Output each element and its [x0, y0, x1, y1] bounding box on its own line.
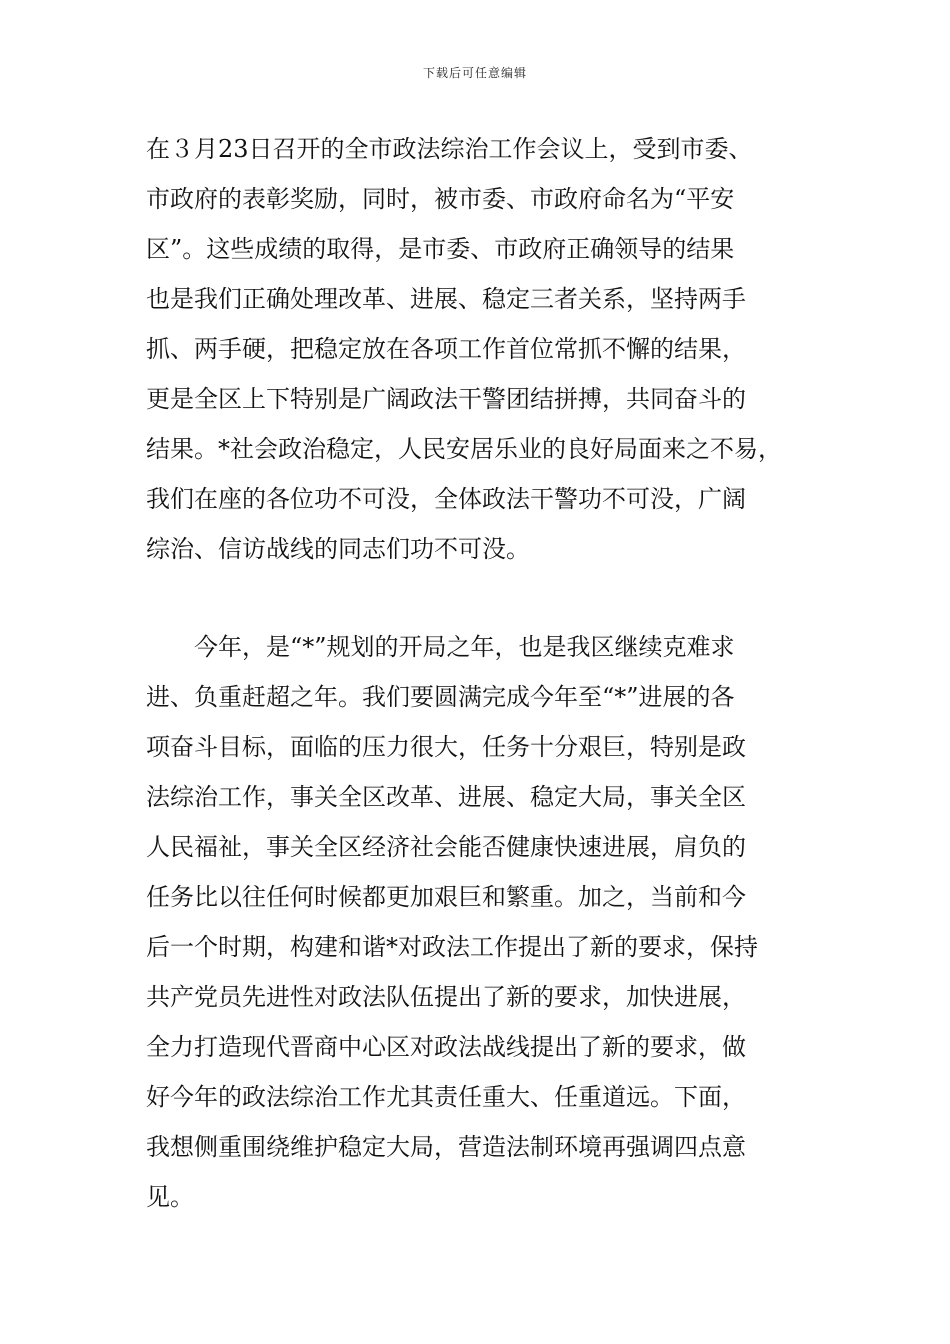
paragraph-line: 项奋斗目标，面临的压力很大，任务十分艰巨，特别是政 [146, 733, 746, 761]
paragraph-line: 结果。*社会政治稳定，人民安居乐业的良好局面来之不易， [146, 435, 782, 463]
paragraph-line: 今年，是“*”规划的开局之年，也是我区继续克难求 [194, 633, 735, 661]
paragraph-line: 抓、两手硬，把稳定放在各项工作首位常抓不懈的结果， [146, 335, 746, 363]
paragraph-line: 进、负重赶超之年。我们要圆满完成今年至“*”进展的各 [146, 683, 735, 711]
paragraph-line: 综治、信访战线的同志们功不可没。 [146, 535, 530, 563]
paragraph-line: 在３月23日召开的全市政法综治工作会议上，受到市委、 [146, 135, 753, 163]
paragraph-1 [146, 124, 836, 574]
paragraph-line: 任务比以往任何时候都更加艰巨和繁重。加之，当前和今 [146, 883, 746, 911]
paragraph-line: 后一个时期，构建和谐*对政法工作提出了新的要求，保持 [146, 933, 758, 961]
paragraph-line: 全力打造现代晋商中心区对政法战线提出了新的要求，做 [146, 1033, 746, 1061]
paragraph-line: 也是我们正确处理改革、进展、稳定三者关系，坚持两手 [146, 285, 746, 313]
paragraph-line: 好今年的政法综治工作尤其责任重大、任重道远。下面， [146, 1083, 746, 1111]
page-header-note: 下载后可任意编辑 [422, 66, 527, 80]
paragraph-line: 我想侧重围绕维护稳定大局，营造法制环境再强调四点意 [146, 1133, 746, 1161]
paragraph-line: 见。 [146, 1183, 194, 1211]
paragraph-line: 更是全区上下特别是广阔政法干警团结拼搏，共同奋斗的 [146, 385, 746, 413]
paragraph-line: 我们在座的各位功不可没，全体政法干警功不可没，广阔 [146, 485, 746, 513]
paragraph-line: 共产党员先进性对政法队伍提出了新的要求，加快进展， [146, 983, 746, 1011]
paragraph-line: 人民福祉，事关全区经济社会能否健康快速进展，肩负的 [146, 833, 746, 861]
paragraph-line: 区”。这些成绩的取得，是市委、市政府正确领导的结果 [146, 235, 735, 263]
paragraph-line: 法综治工作，事关全区改革、进展、稳定大局，事关全区 [146, 783, 746, 811]
paragraph-2 [146, 622, 836, 1222]
paragraph-line: 市政府的表彰奖励，同时，被市委、市政府命名为“平安 [146, 185, 735, 213]
